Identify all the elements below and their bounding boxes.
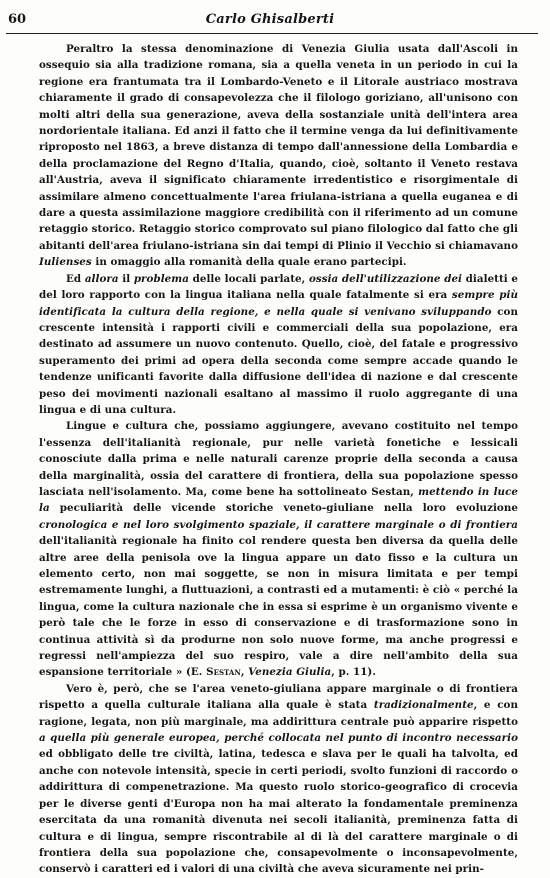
- italic-text-run: ossia dell'utilizzazione dei: [308, 272, 463, 285]
- page-number: 60: [8, 12, 27, 27]
- text-run: peculiarità delle vicende storiche veneto-giuliane nella loro evoluzione: [49, 502, 518, 515]
- page-header: [6, 12, 534, 32]
- running-head-author: Carlo Ghisalberti: [205, 12, 335, 27]
- text-run: in omaggio alla romanità della quale erano partecipi.: [91, 256, 407, 269]
- text-run: il: [118, 272, 134, 285]
- italic-text-run: Venezia Giulia: [248, 666, 332, 679]
- italic-text-run: a quella più generale europea, perché collocata nel punto di incontro necessario: [39, 732, 518, 745]
- text-run: ed obbligato delle tre civiltà, latina, tedesca e slava per le quali ha talvolta, ed anche con notevole intensità, specie in certi periodi, svolto funzioni di raccordo o addirittura di compenetrazione. Ma questo ruolo storico-geografico di crocevia per le diverse genti d'Europa non ha mai alterato la fondamentale preminenza esercitata da una romanità divenuta nei secoli italianità, preminenza fatta di cultura e di lingua, sempre riscontrabile al di là del carattere marginale o di frontiera della sua popolazione che, consapevolmente o inconsapevolmente, conservò i caratteri ed i valori di una civiltà che aveva sicuramente nei prin-: [39, 748, 518, 876]
- paragraph: [39, 41, 518, 271]
- text-run: dell'italianità regionale ha finito col rendere questa ben diversa da quella delle altre aree della penisola ove la lingua appare un dato fisso e la cultura un elemento certo, non mai soggette, se non in misura limitata e per tempi estremamente lunghi, a fluttuazioni, a contrasti ed a mutamenti: è ciò « perché la lingua, come la cultura nazionale che in essa si esprime è un organismo vivente e però tale che le forze in esso di conservazione e di trasformazione sono in continua attività sì da produrne non solo nuove forme, ma anche progressi e regressi nell'ampiezza del suo respiro, vale a dire nell'ambito della sua espansione territoriale » (E.: [39, 535, 518, 679]
- italic-text-run: problema: [133, 272, 189, 285]
- italic-text-run: Iulienses: [39, 256, 92, 269]
- paragraph: [39, 681, 518, 878]
- text-run: Peraltro la stessa denominazione di Venezia Giulia usata dall'Ascoli in ossequio sia alla tradizione romana, sia a quella veneta in un periodo in cui la regione era frantumata tra il Lombardo-Veneto e il Litorale austriaco mostrava chiaramente il grado di consapevolezza che il filologo goriziano, all'unisono con molti altri della sua generazione, aveva della sostanziale unità dell'intera area nordorientale italiana. Ed anzi il fatto che il termine venga da lui definitivamente riproposto nel 1863, a breve distanza di tempo dall'annessione della Lombardia e della proclamazione del Regno d'Italia, quando, cioè, soltanto il Veneto restava all'Austria, aveva il significato chiaramente irredentistico e risorgimentale di assimilare almeno concettualmente l'area friulana-istriana a quella euganea e di dare a questa assimilazione maggiore credibilità con il riferimento ad un comune retaggio storico. Retaggio storico comprovato sul piano filologico dal fatto che gli abitanti dell'area friulano-istriana sin dai tempi di Plinio il Vecchio si chiamavano: [39, 43, 519, 252]
- body-text: [39, 41, 518, 878]
- italic-text-run: allora: [84, 272, 119, 285]
- italic-text-run: sempre più identificata la cultura della regione, e nella quale si venivano sviluppando: [39, 289, 518, 318]
- text-run: con crescente intensità i rapporti civili e commerciali della sua popolazione, era destinato ad assumere un nuovo contenuto. Quello, cioè, del fatale e progressivo superamento dei primi ad opera della seconda come sempre accade quando le tendenze unificanti favorite dalla diffusione dell'idea di nazione e dal crescente peso dei movimenti nazionali esaltano al massimo il ruolo aggregante di una lingua e di una cultura.: [39, 305, 518, 416]
- text-run: , p. 11).: [331, 666, 376, 679]
- paragraph: [39, 418, 518, 681]
- text-run: ,: [240, 666, 249, 679]
- text-run: , e con ragione, legata, non più marginale, ma addirittura centrale può apparire rispetto: [39, 699, 519, 728]
- italic-text-run: cronologica e nel loro svolgimento spaziale, il carattere marginale o di frontiera: [39, 518, 518, 531]
- text-run: Lingue e cultura che, possiamo aggiungere, avevano costituito nel tempo l'essenza dell'italianità regionale, pur nelle varietà fonetiche e lessicali conosciute dalla prima e nelle naturali carenze proprie della seconda a causa della marginalità, ossia del carattere di frontiera, della sua popolazione spesso lasciata nell'isolamento. Ma, come bene ha sottolineato Sestan,: [39, 420, 518, 498]
- italic-text-run: tradizionalmente: [373, 699, 474, 712]
- small-caps-text-run: Sestan: [206, 666, 241, 679]
- paragraph: [39, 271, 518, 419]
- text-run: Ed: [66, 272, 85, 285]
- text-run: delle locali parlate,: [188, 272, 309, 285]
- text-run: dialetti e del loro rapporto con la lingua italiana nella quale fatalmente si era: [39, 272, 518, 302]
- text-run: Vero è, però, che se l'area veneto-giuliana appare marginale o di frontiera rispetto a quella culturale italiana alla quale è stata: [39, 682, 518, 712]
- italic-text-run: mettendo in luce la: [39, 485, 518, 515]
- header-rule: [6, 33, 538, 34]
